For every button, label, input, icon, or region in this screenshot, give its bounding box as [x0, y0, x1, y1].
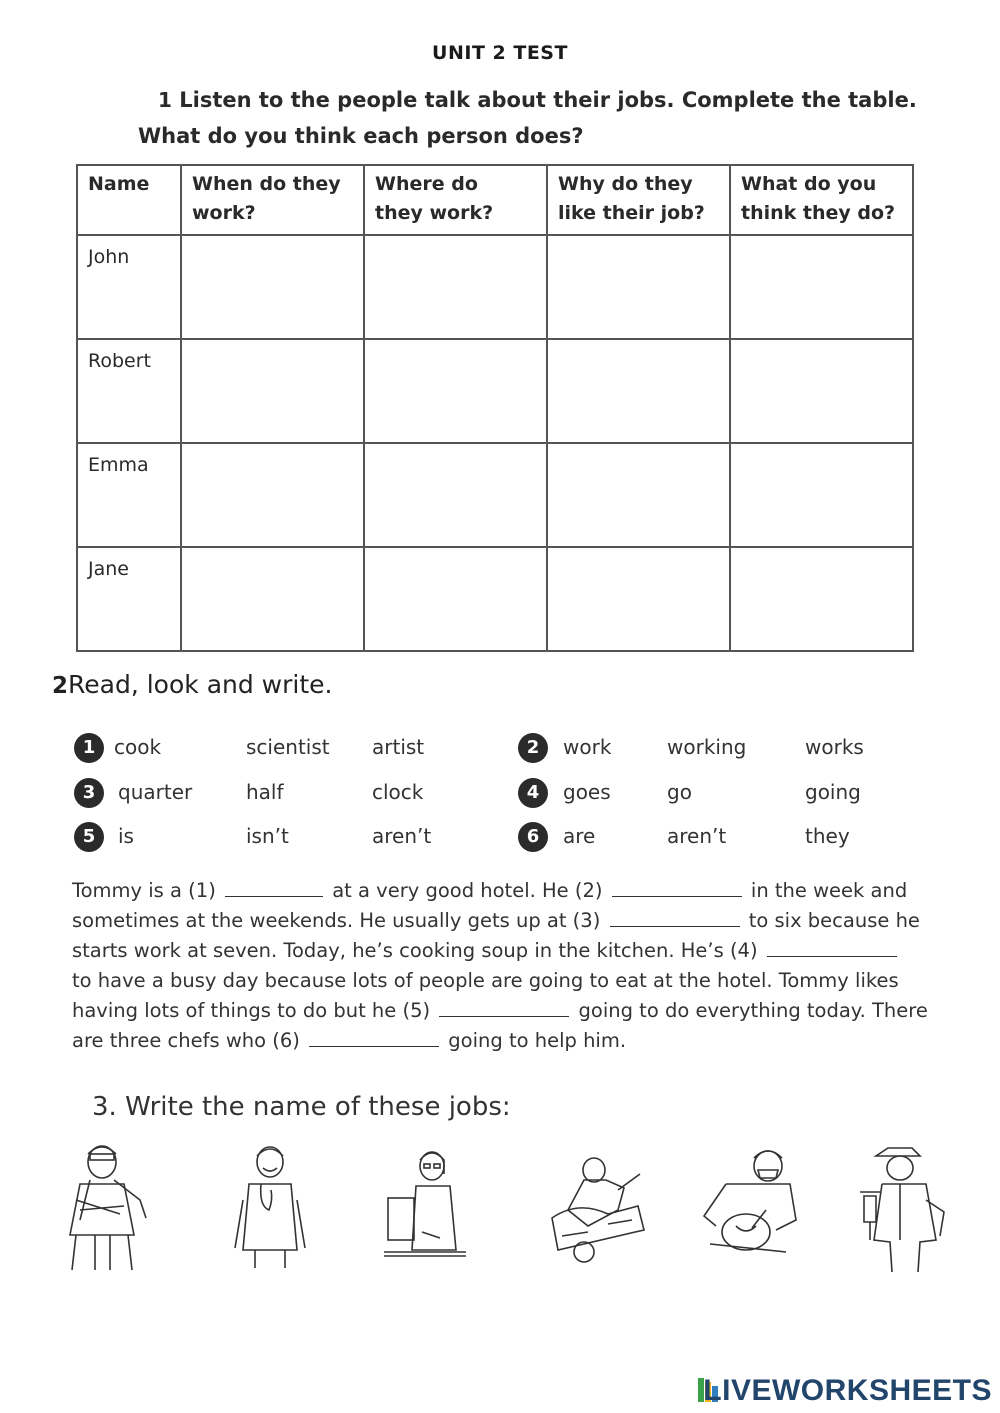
answer-cell[interactable] [181, 235, 364, 339]
paragraph-line: starts work at seven. Today, he’s cooking soup in the kitchen. He’s (4) [72, 936, 952, 966]
paragraph-line: sometimes at the weekends. He usually gets up at (3) to six because he [72, 909, 920, 932]
number-badge: 3 [74, 778, 104, 808]
answer-cell[interactable] [547, 339, 730, 443]
answer-cell[interactable] [364, 339, 547, 443]
option-word[interactable]: is [118, 824, 134, 848]
blank-2[interactable] [612, 878, 742, 897]
receptionist-picture [382, 1140, 468, 1270]
option-word[interactable]: going [805, 780, 861, 804]
option-word[interactable]: isn’t [246, 824, 289, 848]
name-cell: Robert [77, 339, 181, 443]
blank-5[interactable] [439, 998, 569, 1017]
option-word[interactable]: quarter [118, 780, 193, 804]
table-row [77, 547, 913, 651]
option-word[interactable]: half [246, 780, 284, 804]
table-header-row [77, 165, 913, 235]
paragraph-line: Tommy is a (1) at a very good hotel. He (2) in the week and [72, 879, 908, 902]
section2-heading-text: Read, look and write. [68, 670, 333, 699]
answer-cell[interactable] [547, 443, 730, 547]
answer-cell[interactable] [364, 547, 547, 651]
table-row [77, 339, 913, 443]
answer-cell[interactable] [181, 443, 364, 547]
answer-cell[interactable] [547, 235, 730, 339]
dentist-picture [696, 1140, 806, 1265]
answer-cell[interactable] [364, 443, 547, 547]
pilot-picture [50, 1140, 160, 1275]
answer-cell[interactable] [181, 547, 364, 651]
number-badge: 2 [518, 733, 548, 763]
blank-3[interactable] [610, 908, 740, 927]
section1-instruction-text: Listen to the people talk about their jobs. Complete the table. [179, 88, 917, 112]
name-cell: Emma [77, 443, 181, 547]
name-cell: John [77, 235, 181, 339]
header-what: What do you think they do? [730, 165, 913, 235]
number-badge: 1 [74, 733, 104, 763]
number-badge: 4 [518, 778, 548, 808]
answer-cell[interactable] [181, 339, 364, 443]
liveworksheets-brand: LIVEWORKSHEETS [703, 1374, 992, 1407]
header-when: When do they work? [181, 165, 364, 235]
page-title: UNIT 2 TEST [432, 42, 568, 64]
scientist-picture [854, 1140, 954, 1275]
option-word[interactable]: work [563, 735, 612, 759]
option-word[interactable]: works [805, 735, 864, 759]
section3-heading: 3. Write the name of these jobs: [92, 1092, 511, 1122]
option-word[interactable]: working [667, 735, 747, 759]
section1-number: 1 [158, 88, 172, 112]
table-row [77, 235, 913, 339]
paragraph-line: to have a busy day because lots of people are going to eat at the hotel. Tommy likes [72, 969, 899, 992]
section2-heading [52, 670, 332, 699]
option-word[interactable]: scientist [246, 735, 330, 759]
option-word[interactable]: aren’t [667, 824, 727, 848]
option-word[interactable]: are [563, 824, 596, 848]
section2-number: 2 [52, 673, 69, 699]
section1-question: What do you think each person does? [138, 124, 584, 148]
option-word[interactable]: aren’t [372, 824, 432, 848]
option-word[interactable]: goes [563, 780, 611, 804]
answer-cell[interactable] [364, 235, 547, 339]
option-word[interactable]: clock [372, 780, 424, 804]
header-where: Where do they work? [364, 165, 547, 235]
option-word[interactable]: artist [372, 735, 425, 759]
cloze-paragraph [72, 876, 952, 1056]
nurse-picture [225, 1140, 315, 1270]
option-word[interactable]: go [667, 780, 692, 804]
name-cell: Jane [77, 547, 181, 651]
answer-cell[interactable] [730, 443, 913, 547]
blank-1[interactable] [225, 878, 323, 897]
header-name: Name [77, 165, 181, 235]
section1-instruction [158, 88, 917, 112]
mechanic-picture [548, 1140, 648, 1270]
answer-cell[interactable] [730, 547, 913, 651]
jobs-table [76, 164, 914, 652]
paragraph-line: are three chefs who (6) going to help him. [72, 1029, 627, 1052]
number-badge: 5 [74, 822, 104, 852]
table-row [77, 443, 913, 547]
answer-cell[interactable] [730, 339, 913, 443]
header-why: Why do they like their job? [547, 165, 730, 235]
paragraph-line: having lots of things to do but he (5) going to do everything today. There [72, 999, 928, 1022]
answer-cell[interactable] [547, 547, 730, 651]
blank-6[interactable] [309, 1028, 439, 1047]
option-word[interactable]: cook [114, 735, 162, 759]
blank-4[interactable] [767, 938, 897, 957]
number-badge: 6 [518, 822, 548, 852]
answer-cell[interactable] [730, 235, 913, 339]
option-word[interactable]: they [805, 824, 850, 848]
